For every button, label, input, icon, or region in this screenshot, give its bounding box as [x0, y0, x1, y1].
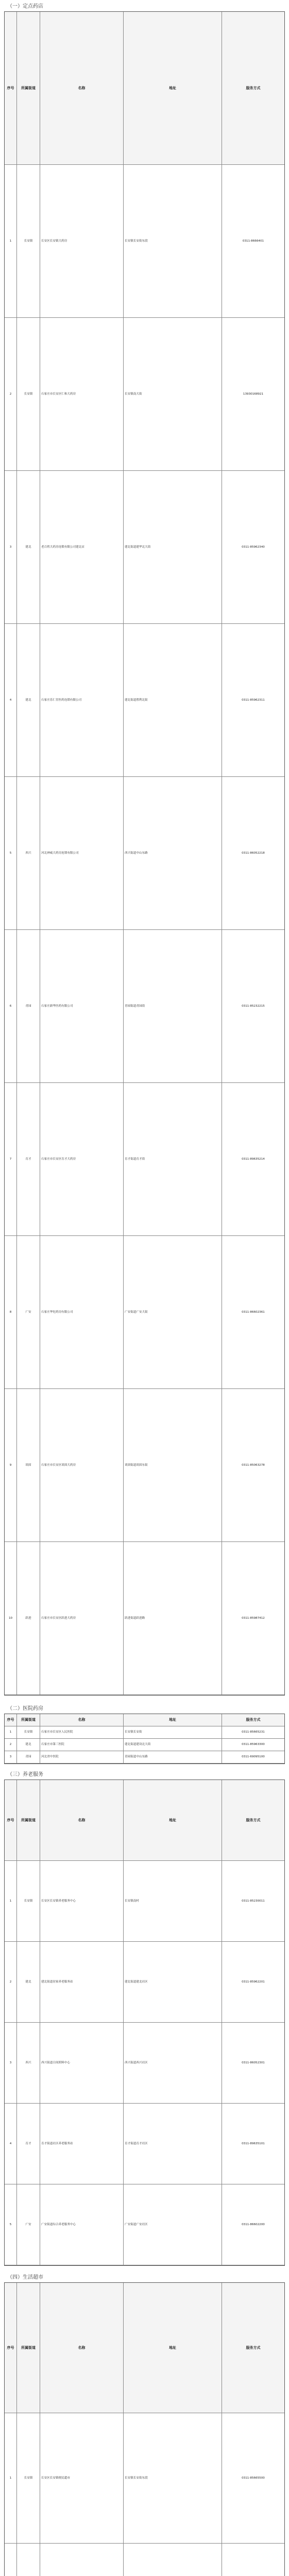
- table-row: [5, 1751, 284, 1764]
- header-no: 序号: [5, 1780, 17, 1860]
- cell-phone: 0311-85230011: [242, 1899, 265, 1903]
- cell-no: 2: [5, 318, 17, 470]
- cell-name: 石家庄乐仁堂医药连锁有限公司: [40, 624, 124, 776]
- cell-name: 长安区长安镇大药房: [40, 165, 124, 317]
- cell-no: [5, 2544, 17, 2576]
- cell-district: 青园: [17, 1751, 40, 1763]
- table-row: [5, 624, 284, 777]
- cell-district: 谈固: [17, 1389, 40, 1541]
- cell-district: 建北: [17, 624, 40, 776]
- cell-phone: 0311-85987412: [242, 1616, 265, 1620]
- cell-address: 长安镇南大街: [124, 318, 222, 470]
- header-district: 所属街道: [17, 1780, 40, 1860]
- table-row: [5, 1236, 284, 1389]
- cell-address: 建北街道胜利北街: [124, 624, 222, 776]
- table-row: [5, 2023, 284, 2104]
- cell-no: 1: [5, 1861, 17, 1941]
- cell-name: 石家庄市第三医院: [40, 1739, 124, 1751]
- cell-name: 河北省中医院: [40, 1751, 124, 1763]
- cell-address: 长安镇长安街东段: [124, 165, 222, 317]
- table-row: [5, 165, 284, 318]
- cell-no: 1: [5, 2413, 17, 2543]
- cell-address: 跃进街道跃进路: [124, 1542, 222, 1694]
- cell-no: 1: [5, 1726, 17, 1738]
- header-no: 序号: [5, 2283, 17, 2413]
- cell-no: 5: [5, 2184, 17, 2265]
- cell-phone: 0311-86052218: [242, 851, 265, 855]
- cell-name: [40, 2544, 124, 2576]
- cell-district: 长安镇: [17, 165, 40, 317]
- header-phone: 服务方式: [246, 2345, 261, 2350]
- table-row: [5, 471, 284, 624]
- cell-name: 老百姓大药房连锁有限公司建北店: [40, 471, 124, 623]
- cell-phone: 0311-85665500: [242, 2476, 265, 2480]
- table-row: [5, 1942, 284, 2023]
- cell-district: 西兴: [17, 777, 40, 929]
- header-no: 序号: [5, 1714, 17, 1726]
- cell-district: 长安镇: [17, 2413, 40, 2543]
- table-row: [5, 930, 284, 1083]
- cell-no: 3: [5, 471, 17, 623]
- cell-address: 青园街道中山东路: [124, 1751, 222, 1763]
- header-address: 地址: [124, 1780, 222, 1860]
- section-title: （四）生活超市: [7, 2275, 43, 2280]
- table-row: [5, 1083, 284, 1236]
- cell-district: [17, 2544, 40, 2576]
- header-phone: 服务方式: [246, 1718, 261, 1722]
- table-header: [5, 1714, 284, 1726]
- section-table: [4, 11, 285, 1696]
- cell-phone: 0311-85232215: [242, 1004, 265, 1008]
- cell-no: 4: [5, 2104, 17, 2184]
- cell-no: 3: [5, 2023, 17, 2103]
- cell-district: 广安: [17, 1236, 40, 1388]
- header-name: 名称: [40, 1714, 124, 1726]
- header-no: 序号: [5, 12, 17, 164]
- cell-name: 广安街道综合养老服务中心: [40, 2184, 124, 2265]
- cell-phone: 0311-89635214: [242, 1157, 265, 1161]
- section-table: [4, 1714, 285, 1764]
- cell-no: 3: [5, 1751, 17, 1763]
- cell-phone: 0311-85962340: [242, 545, 265, 549]
- cell-phone: 0311-89635101: [242, 2142, 265, 2145]
- header-address: 地址: [124, 2283, 222, 2413]
- cell-name: 长安区长安镇养老服务中心: [40, 1861, 124, 1941]
- cell-name: 石家庄市长安区育才大药房: [40, 1083, 124, 1235]
- cell-no: 1: [5, 165, 17, 317]
- cell-address: 长安镇长安街: [124, 1726, 222, 1738]
- section-table: [4, 1780, 285, 2266]
- cell-phone: 13930168921: [243, 392, 264, 396]
- cell-no: 2: [5, 1739, 17, 1751]
- section-table: [4, 2282, 285, 2576]
- table-row: [5, 2544, 284, 2576]
- cell-no: 4: [5, 624, 17, 776]
- cell-district: 建北: [17, 471, 40, 623]
- cell-phone: 0311-85063278: [242, 1463, 265, 1467]
- cell-name: 长安区长安镇便民超市: [40, 2413, 124, 2543]
- cell-phone: 0311-85665231: [242, 1731, 265, 1734]
- cell-phone: 0311-8666401: [242, 239, 264, 243]
- cell-phone: 0311-86602200: [242, 2223, 265, 2226]
- table-row: [5, 2184, 284, 2265]
- cell-name: 西兴街道日间照料中心: [40, 2023, 124, 2103]
- cell-no: 2: [5, 1942, 17, 2022]
- table-row: [5, 1861, 284, 1942]
- table-row: [5, 1739, 284, 1751]
- cell-name: 石家庄市长安区谈固大药房: [40, 1389, 124, 1541]
- cell-no: 6: [5, 930, 17, 1082]
- cell-district: 青园: [17, 930, 40, 1082]
- cell-address: 育才街道育才街: [124, 1083, 222, 1235]
- header-phone: 服务方式: [246, 86, 261, 90]
- cell-district: 广安: [17, 2184, 40, 2265]
- cell-no: 7: [5, 1083, 17, 1235]
- cell-name: 建北街道居家养老服务站: [40, 1942, 124, 2022]
- cell-phone: 0311-69095100: [242, 1755, 265, 1758]
- table-row: [5, 1726, 284, 1739]
- cell-address: 建北街道建华北大街: [124, 471, 222, 623]
- cell-address: 西兴街道中山东路: [124, 777, 222, 929]
- cell-phone: 0311-85963300: [242, 1743, 265, 1746]
- cell-district: 跃进: [17, 1542, 40, 1694]
- table-row: [5, 1389, 284, 1542]
- cell-district: 建北: [17, 1942, 40, 2022]
- cell-district: 长安镇: [17, 318, 40, 470]
- table-row: [5, 2104, 284, 2184]
- cell-district: 长安镇: [17, 1726, 40, 1738]
- table-header: [5, 2283, 284, 2413]
- cell-no: 5: [5, 777, 17, 929]
- header-name: 名称: [40, 2283, 124, 2413]
- cell-no: 10: [5, 1542, 17, 1694]
- cell-phone: 0311-85962311: [242, 698, 265, 702]
- table-row: [5, 1542, 284, 1695]
- header-name: 名称: [40, 1780, 124, 1860]
- table-row: [5, 777, 284, 930]
- cell-name: 石家庄市长安区人民医院: [40, 1726, 124, 1738]
- cell-name: 石家庄华佗药房有限公司: [40, 1236, 124, 1388]
- header-address: 地址: [124, 1714, 222, 1726]
- header-phone: 服务方式: [246, 1818, 261, 1822]
- cell-name: 石家庄市长安区仁和大药房: [40, 318, 124, 470]
- cell-address: 建北街道建设北大街: [124, 1739, 222, 1751]
- cell-phone: 0311-86602361: [242, 1310, 265, 1314]
- cell-district: 西兴: [17, 2023, 40, 2103]
- cell-phone: 0311-86052301: [242, 2061, 265, 2064]
- table-row: [5, 2413, 284, 2544]
- section-title: （三）养老服务: [7, 1772, 43, 1777]
- cell-no: 8: [5, 1236, 17, 1388]
- section-title: （一）定点药店: [7, 4, 43, 9]
- cell-address: 广安街道广安社区: [124, 2184, 222, 2265]
- cell-district: 长安镇: [17, 1861, 40, 1941]
- cell-district: 育才: [17, 1083, 40, 1235]
- header-district: 所属街道: [17, 1714, 40, 1726]
- cell-phone: 0311-85962201: [242, 1980, 265, 1984]
- cell-address: 育才街道育才社区: [124, 2104, 222, 2184]
- header-name: 名称: [40, 12, 124, 164]
- cell-address: [124, 2544, 222, 2576]
- cell-address: 长安镇南村: [124, 1861, 222, 1941]
- header-district: 所属街道: [17, 12, 40, 164]
- cell-address: 建北街道建北社区: [124, 1942, 222, 2022]
- header-district: 所属街道: [17, 2283, 40, 2413]
- table-header: [5, 1780, 284, 1861]
- cell-address: 谈固街道谈固东街: [124, 1389, 222, 1541]
- cell-name: 石家庄新华医药有限公司: [40, 930, 124, 1082]
- cell-address: 西兴街道西兴社区: [124, 2023, 222, 2103]
- table-header: [5, 12, 284, 165]
- cell-name: 河北神威大药房连锁有限公司: [40, 777, 124, 929]
- cell-name: 育才街道社区养老服务站: [40, 2104, 124, 2184]
- cell-address: 广安街道广安大街: [124, 1236, 222, 1388]
- cell-address: 青园街道青园街: [124, 930, 222, 1082]
- cell-name: 石家庄市长安区跃进大药房: [40, 1542, 124, 1694]
- cell-district: 建北: [17, 1739, 40, 1751]
- section-title: （二）医院药房: [7, 1706, 43, 1711]
- header-address: 地址: [124, 12, 222, 164]
- cell-no: 9: [5, 1389, 17, 1541]
- cell-district: 育才: [17, 2104, 40, 2184]
- cell-phone: [222, 2544, 284, 2576]
- cell-address: 长安镇长安街东段: [124, 2413, 222, 2543]
- table-row: [5, 318, 284, 471]
